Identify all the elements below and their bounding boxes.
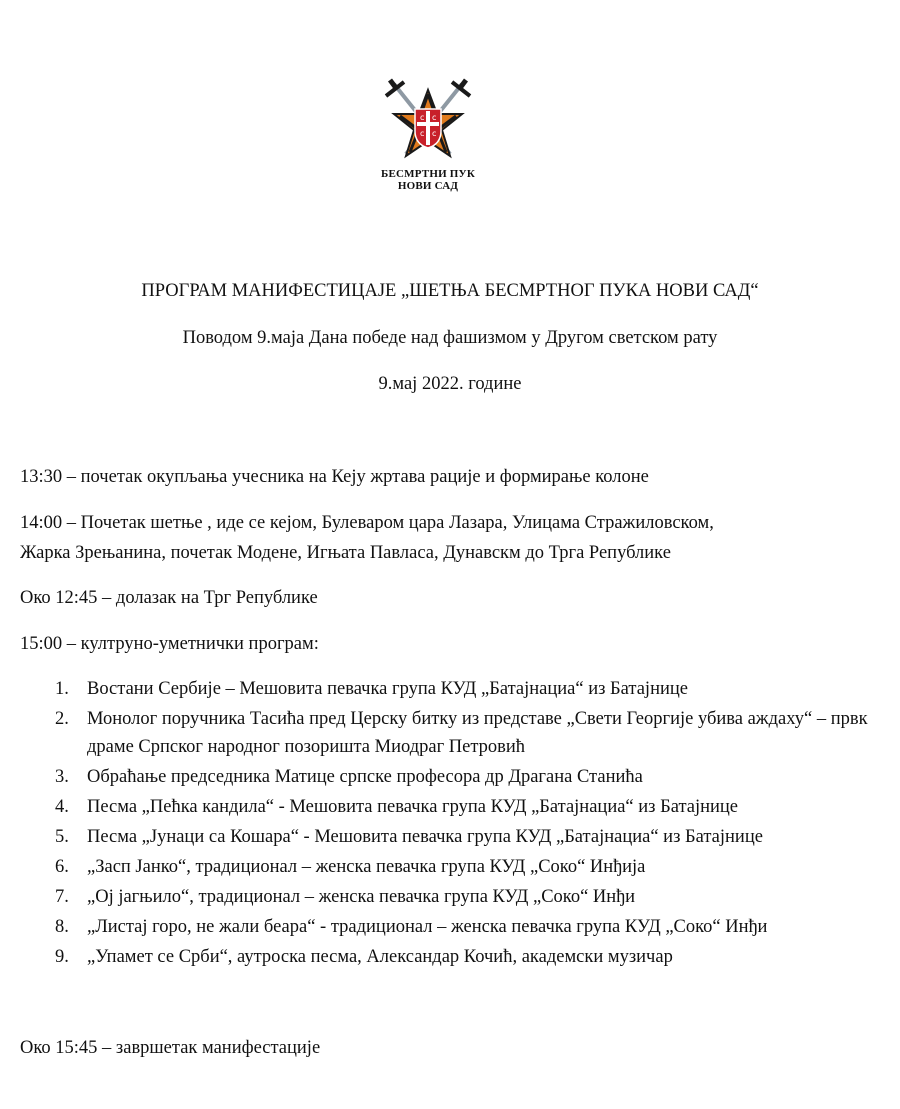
schedule-walk-line-2: Жарка Зрењанина, почетак Модене, Игњата Павласа, Дунавскм до Трга Републике [20,543,671,563]
logo [378,76,478,196]
list-item-text: „Ој јагњило“, традиционал – женска певачка група КУД „Соко“ Инђи [87,887,636,907]
list-item-text: Песма „Пећка кандила“ - Мешовита певачка група КУД „Батајнациа“ из Батајнице [87,797,739,817]
logo-line-1: БЕСМРТНИ ПУК [381,168,475,180]
schedule-arrival: Око 12:45 – долазак на Трг Републике [20,588,318,608]
list-item-text: Обраћање председника Матице српске професора др Драгана Станића [87,767,643,787]
svg-text:с: с [420,113,425,122]
svg-text:с: с [432,113,437,122]
list-item-number: 6. [55,857,69,877]
list-item-text: Востани Сербије – Мешовита певачка група КУД „Батајнациа“ из Батајнице [87,679,688,699]
list-item-number: 1. [55,679,69,699]
list-item [0,793,877,821]
list-item [0,913,877,941]
serbian-cross-shield-icon [415,109,441,148]
list-item-number: 3. [55,767,69,787]
document-title: ПРОГРАМ МАНИФЕСТИЦАЈЕ „ШЕТЊА БЕСМРТНОГ ПУКА НОВИ САД“ [141,281,759,301]
list-item-text: „Листај горо, не жали беара“ - традиционал – женска певачка група КУД „Соко“ Инђи [87,917,768,937]
svg-text:с: с [420,129,425,138]
list-item-text: Песма „Јунаци са Кошара“ - Мешовита певачка група КУД „Батајнациа“ из Батајнице [87,827,763,847]
document-date: 9.мај 2022. године [378,374,522,394]
schedule-end: Око 15:45 – завршетак манифестације [20,1038,321,1058]
list-item-text: Монолог поручника Тасића пред Церску битку из представе „Свети Георгије убива аждаху“ – првк драме Српског народног позоришта Миодраг Петровић [87,709,868,757]
list-item-number: 9. [55,947,69,967]
schedule-walk [20,508,890,568]
list-item [0,943,877,971]
program-list [0,675,900,973]
list-item-text: „Упамет се Срби“, аутроска песма, Александар Кочић, академски музичар [87,947,673,967]
list-item-number: 2. [55,709,69,729]
document-subtitle: Поводом 9.маја Дана победе над фашизмом у Другом светском рату [182,328,718,348]
list-item [0,763,877,791]
list-item [0,823,877,851]
svg-text:с: с [432,129,437,138]
list-item [0,675,877,703]
list-item-number: 5. [55,827,69,847]
schedule-gathering: 13:30 – почетак окупљања учесника на Кеју жртава рације и формирање колоне [20,467,649,487]
list-item-number: 8. [55,917,69,937]
list-item [0,705,877,761]
list-item-number: 4. [55,797,69,817]
regiment-emblem-icon [380,76,476,168]
schedule-program-heading: 15:00 – култруно-уметнички програм: [20,634,319,654]
list-item-text: „Засп Јанко“, традиционал – женска певачка група КУД „Соко“ Инђија [87,857,646,877]
list-item-number: 7. [55,887,69,907]
list-item [0,853,877,881]
list-item [0,883,877,911]
logo-line-2: НОВИ САД [397,180,459,192]
schedule-walk-line-1: 14:00 – Почетак шетње , иде се кејом, Булеваром цара Лазара, Улицама Стражиловском, [20,513,714,533]
